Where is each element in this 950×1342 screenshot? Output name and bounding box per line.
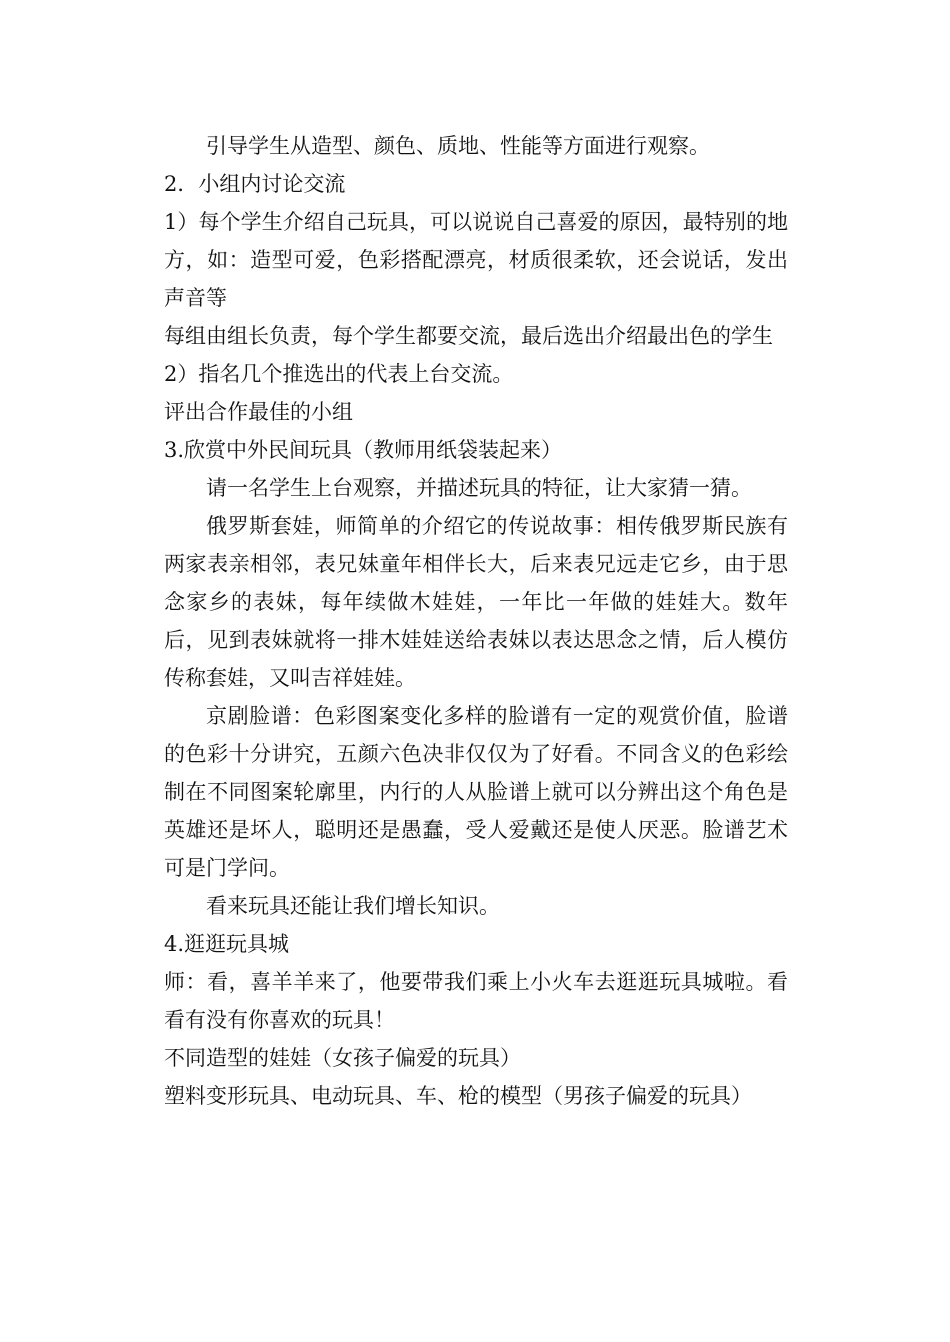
- heading-group-discussion: 2．小组内讨论交流: [164, 172, 346, 196]
- paragraph-best-group: 评出合作最佳的小组: [164, 400, 353, 424]
- document-body: [164, 127, 788, 1115]
- paragraph-group-leader: 每组由组长负责，每个学生都要交流，最后选出介绍最出色的学生: [164, 324, 773, 348]
- paragraph-girls-toys: 不同造型的娃娃（女孩子偏爱的玩具）: [164, 1046, 521, 1070]
- paragraph-representatives: 2）指名几个推选出的代表上台交流。: [164, 362, 514, 386]
- heading-toy-city: 4.逛逛玩具城: [164, 932, 290, 956]
- paragraph-pleasant-goat: 师：看，喜羊羊来了，他要带我们乘上小火车去逛逛玩具城啦。看看有没有你喜欢的玩具！: [164, 970, 788, 1032]
- paragraph-boys-toys: 塑料变形玩具、电动玩具、车、枪的模型（男孩子偏爱的玩具）: [164, 1084, 752, 1108]
- paragraph-introduce-toys: 1）每个学生介绍自己玩具，可以说说自己喜爱的原因，最特别的地方，如：造型可爱，色彩搭配漂亮，材质很柔软，还会说话，发出声音等: [164, 210, 788, 310]
- paragraph-guess-toy: 请一名学生上台观察，并描述玩具的特征，让大家猜一猜。: [206, 476, 752, 500]
- paragraph-observe-guidance: 引导学生从造型、颜色、质地、性能等方面进行观察。: [206, 134, 710, 158]
- paragraph-opera-masks: 京剧脸谱：色彩图案变化多样的脸谱有一定的观赏价值，脸谱的色彩十分讲究，五颜六色决非仅仅为了好看。不同含义的色彩绘制在不同图案轮廓里，内行的人从脸谱上就可以分辨出这个角色是英雄还是坏人，聪明还是愚蠢，受人爱戴还是使人厌恶。脸谱艺术可是门学问。: [164, 704, 788, 880]
- paragraph-knowledge: 看来玩具还能让我们增长知识。: [206, 894, 500, 918]
- paragraph-matryoshka: 俄罗斯套娃，师简单的介绍它的传说故事：相传俄罗斯民族有两家表亲相邻，表兄妹童年相伴长大，后来表兄远走它乡，由于思念家乡的表妹，每年续做木娃娃，一年比一年做的娃娃大。数年后，见到表妹就将一排木娃娃送给表妹以表达思念之情，后人模仿传称套娃，又叫吉祥娃娃。: [164, 514, 788, 690]
- heading-folk-toys: 3.欣赏中外民间玩具（教师用纸袋装起来）: [164, 438, 563, 462]
